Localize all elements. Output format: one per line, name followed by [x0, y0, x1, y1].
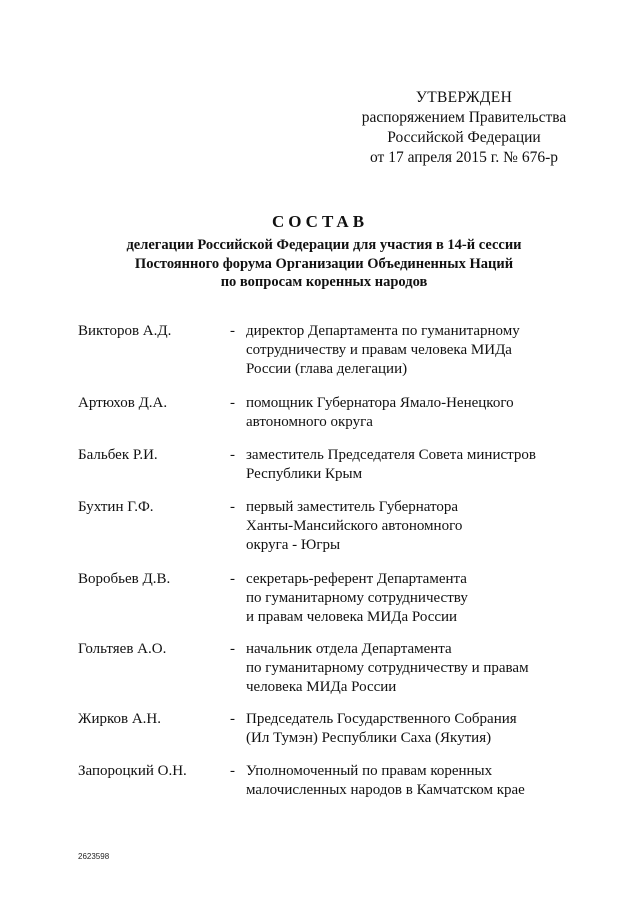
member-position-line: заместитель Председателя Совета министров — [246, 447, 536, 463]
member-position — [246, 446, 576, 484]
member-position-line: (Ил Тумэн) Республики Саха (Якутия) — [246, 730, 492, 746]
member-position-line: начальник отдела Департамента — [246, 641, 452, 657]
member-position-line: по гуманитарному сотрудничеству — [246, 590, 468, 606]
member-name: Бальбек Р.И. — [78, 447, 158, 463]
member-position — [246, 498, 576, 555]
member-position-line: Ханты-Мансийского автономного — [246, 518, 463, 534]
document-subtitle — [80, 236, 568, 292]
member-name: Гольтяев А.О. — [78, 641, 167, 657]
member-name: Запороцкий О.Н. — [78, 763, 187, 779]
approval-line: распоряжением Правительства — [361, 109, 567, 126]
member-position — [246, 640, 576, 697]
member-position-line: Республики Крым — [246, 466, 363, 482]
member-dash: - — [230, 711, 235, 727]
member-position-line: малочисленных народов в Камчатском крае — [246, 782, 525, 798]
member-dash: - — [230, 323, 235, 339]
subtitle-line: по вопросам коренных народов — [220, 274, 428, 290]
member-position-line: по гуманитарному сотрудничеству и правам — [246, 660, 529, 676]
member-dash: - — [230, 395, 235, 411]
member-dash: - — [230, 499, 235, 515]
member-name: Бухтин Г.Ф. — [78, 499, 154, 515]
member-position — [246, 570, 576, 627]
member-position — [246, 762, 576, 800]
member-position-line: человека МИДа России — [246, 679, 397, 695]
subtitle-line: делегации Российской Федерации для участия в 14-й сессии — [126, 237, 522, 253]
member-name: Воробьев Д.В. — [78, 571, 171, 587]
member-dash: - — [230, 447, 235, 463]
member-name: Жирков А.Н. — [78, 711, 161, 727]
approval-line: от 17 апреля 2015 г. № 676-р — [370, 149, 558, 166]
approval-heading: УТВЕРЖДЕН — [415, 89, 513, 106]
subtitle-line: Постоянного форума Организации Объединенных Наций — [134, 255, 514, 272]
member-position-line: секретарь-референт Департамента — [246, 571, 467, 587]
member-position-line: Председатель Государственного Собрания — [246, 711, 517, 727]
member-position-line: и правам человека МИДа России — [246, 609, 458, 625]
member-position-line: автономного округа — [246, 414, 373, 430]
member-position — [246, 394, 576, 432]
approval-line: Российской Федерации — [387, 129, 541, 146]
title-text: СОСТАВ — [271, 212, 369, 231]
member-position-line: Уполномоченный по правам коренных — [246, 763, 493, 779]
member-position-line: помощник Губернатора Ямало-Ненецкого — [246, 395, 514, 411]
document-number: 2623598 — [78, 852, 110, 861]
member-position-line: директор Департамента по гуманитарному — [246, 323, 520, 339]
member-dash: - — [230, 571, 235, 587]
member-dash: - — [230, 763, 235, 779]
member-position — [246, 322, 576, 379]
member-name: Артюхов Д.А. — [78, 395, 168, 411]
member-name: Викторов А.Д. — [78, 323, 172, 339]
member-dash: - — [230, 641, 235, 657]
member-position-line: сотрудничеству и правам человека МИДа — [246, 342, 512, 358]
member-position-line: первый заместитель Губернатора — [246, 499, 459, 515]
member-position-line: округа - Югры — [246, 537, 341, 553]
approval-block — [340, 88, 588, 168]
document-title — [0, 212, 640, 232]
member-position — [246, 710, 576, 748]
member-position-line: России (глава делегации) — [246, 361, 408, 377]
